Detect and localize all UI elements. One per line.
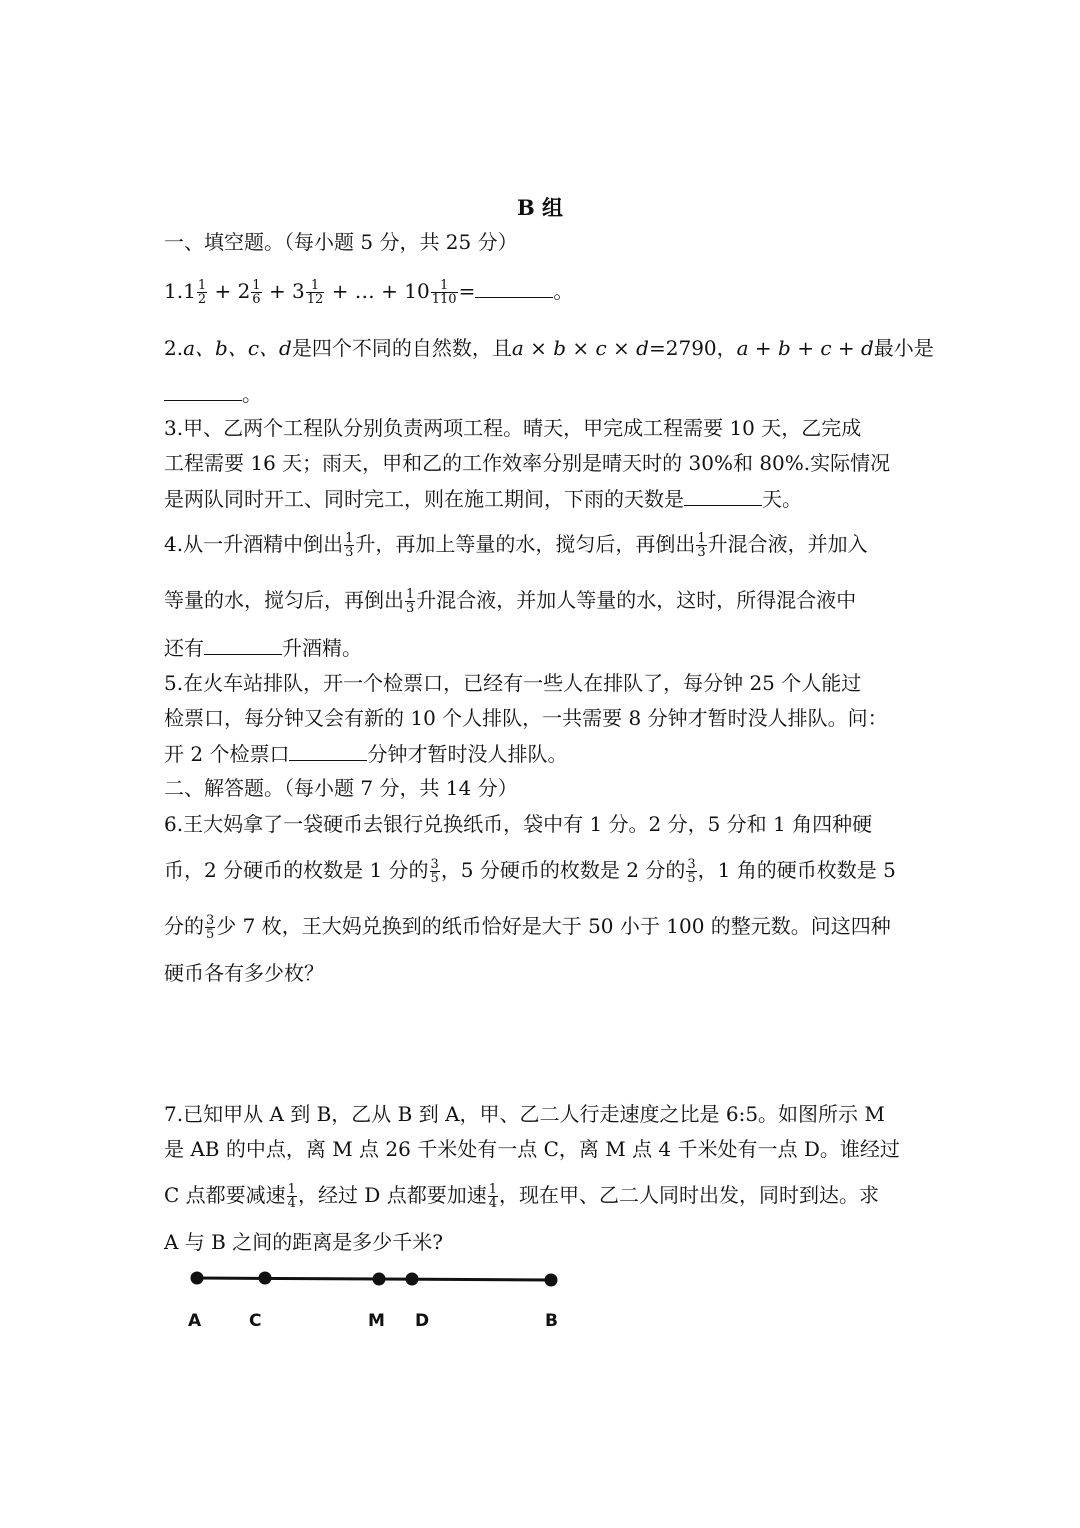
fraction: $\frac{3}{5}$ [687, 857, 696, 886]
question-2: 2.a、b、c、d是四个不同的自然数，且a × b × c × d=2790，a + b + c + d最小是 [164, 336, 934, 360]
question-3-line-3: 是两队同时开工、同时完工，则在施工期间，下雨的天数是 天。 [164, 487, 802, 511]
answer-blank [164, 380, 242, 401]
question-3-line-2: 工程需要 16 天；雨天，甲和乙的工作效率分别是晴天时的 30%和 80%.实际情况 [164, 451, 891, 475]
label-d: D [415, 1311, 430, 1331]
question-6-line-2: 币，2 分硬币的枚数是 1 分的 $\frac{3}{5}$ ，5 分硬币的枚数是 2 分的 $\frac{3}{5}$ ，1 角的硬币枚数是 5 [164, 857, 896, 886]
point-m [373, 1273, 386, 1286]
fraction: $\frac{1}{3}$ [697, 531, 706, 560]
point-d [406, 1273, 419, 1286]
question-7-line-2: 是 AB 的中点，离 M 点 26 千米处有一点 C，离 M 点 4 千米处有一点 D。谁经过 [164, 1137, 900, 1161]
answer-blank [204, 634, 282, 655]
label-m: M [368, 1311, 385, 1331]
fraction: $\frac{1}{3}$ [406, 587, 415, 616]
answer-blank [475, 277, 553, 298]
fraction: $\frac{1}{2}$ [197, 278, 207, 307]
point-c [259, 1272, 272, 1285]
page-title: B 组 [516, 195, 564, 220]
label-c: C [249, 1311, 262, 1331]
question-4-line-1: 4.从一升酒精中倒出 $\frac{1}{3}$ 升，再加上等量的水，搅匀后，再倒出 $\frac{1}{3}$ 升混合液，并加入 [164, 531, 868, 560]
fraction: $\frac{1}{3}$ [345, 531, 354, 560]
question-2-answer: 。 [164, 380, 924, 407]
question-7-line-4: A 与 B 之间的距离是多少千米? [164, 1230, 443, 1254]
label-a: A [188, 1311, 202, 1331]
label-b: B [545, 1311, 558, 1331]
fraction: $\frac{1}{4}$ [488, 1182, 497, 1211]
question-5-line-3: 开 2 个检票口 分钟才暂时没人排队。 [164, 742, 568, 766]
question-5-line-1: 5.在火车站排队，开一个检票口，已经有一些人在排队了，每分钟 25 个人能过 [164, 671, 862, 695]
fraction: $\frac{1}{110}$ [431, 278, 457, 307]
question-3-line-1: 3.甲、乙两个工程队分别负责两项工程。晴天，甲完成工程需要 10 天，乙完成 [164, 416, 862, 440]
point-b [545, 1274, 558, 1287]
answer-blank [289, 740, 367, 761]
question-6-line-4: 硬币各有多少枚？ [164, 961, 324, 985]
question-6-line-3: 分的 $\frac{3}{5}$ 少 7 枚，王大妈兑换到的纸币恰好是大于 50 小于 100 的整元数。问这四种 [164, 913, 891, 942]
section2-heading: 二、解答题。（每小题 7 分，共 14 分） [164, 776, 518, 800]
answer-blank [684, 485, 762, 506]
question-6-line-1: 6.王大妈拿了一袋硬币去银行兑换纸币，袋中有 1 分。2 分，5 分和 1 角四种硬 [164, 812, 873, 836]
point-a [191, 1272, 204, 1285]
fraction: $\frac{3}{5}$ [430, 857, 439, 886]
fraction: $\frac{1}{4}$ [287, 1182, 296, 1211]
question-5-line-2: 检票口，每分钟又会有新的 10 个人排队，一共需要 8 分钟才暂时没人排队。问： [164, 706, 888, 730]
fraction: $\frac{3}{5}$ [206, 913, 215, 942]
question-7-line-3: C 点都要减速 $\frac{1}{4}$ ，经过 D 点都要加速 $\frac{1}{4}$ ，现在甲、乙二人同时出发，同时到达。求 [164, 1182, 879, 1211]
fraction: $\frac{1}{12}$ [306, 278, 324, 307]
question-4-line-3: 还有 升酒精。 [164, 636, 362, 660]
segment-diagram [170, 1262, 580, 1342]
question-4-line-2: 等量的水，搅匀后，再倒出 $\frac{1}{3}$ 升混合液，并加人等量的水，这时，所得混合液中 [164, 587, 857, 616]
fraction: $\frac{1}{6}$ [252, 278, 261, 307]
question-1: 1.1 $\frac{1}{2}$ + 2 $\frac{1}{6}$ + 3 $\frac{1}{12}$ + … + 10 $\frac{1}{110}$ = 。 [164, 278, 574, 307]
section1-heading: 一、填空题。（每小题 5 分，共 25 分） [164, 230, 518, 254]
question-7-line-1: 7.已知甲从 A 到 B，乙从 B 到 A，甲、乙二人行走速度之比是 6:5。如图所示 M [164, 1102, 885, 1126]
